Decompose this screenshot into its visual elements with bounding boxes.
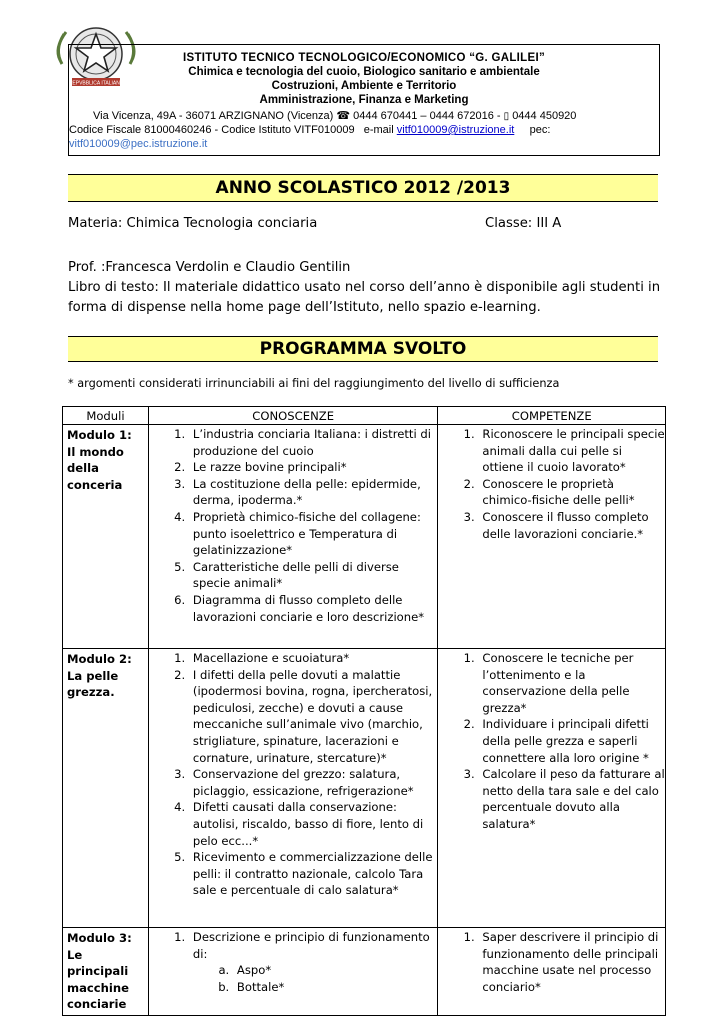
- list-item: 2. Individuare i principali difetti della pelle grezza e saperli connettere alla loro origine *: [478, 716, 665, 766]
- conoscenze-cell: [148, 928, 437, 1016]
- list-item: 5. Ricevimento e commercializzazione delle pelli: il contratto nazionale, calcolo Tara sale e percentuale di calo salatura*: [189, 849, 437, 899]
- list-item: 3. La costituzione della pelle: epidermide, derma, ipoderma.*: [189, 476, 437, 509]
- competenze-list: [438, 650, 665, 833]
- codes-line: [69, 123, 550, 137]
- codes: Codice Fiscale 81000460246 - Codice Istituto VITF010009: [69, 124, 355, 136]
- list-item: 3. Calcolare il peso da fatturare al netto della tara sale e del calo percentuale dovuto alla salatura*: [478, 766, 665, 832]
- competenze-cell: [438, 649, 666, 928]
- address: Via Vicenza, 49A - 36071 ARZIGNANO (Vicenza): [93, 110, 334, 122]
- materia: Materia: Chimica Tecnologia conciaria: [68, 216, 318, 231]
- list-item: 2. I difetti della pelle dovuti a malattie (ipodermosi bovina, rogna, ipercheratosi, pediculosi, zecche) e dovuti a cause meccaniche sull’animale vivo (marchio, strigliature, spinature, lacerazioni e cornature, urinature, stercature)*: [189, 667, 437, 767]
- list-item: 3. Conoscere il flusso completo delle lavorazioni conciarie.*: [478, 509, 665, 542]
- module-title: Modulo 1: Il mondo della conceria: [63, 425, 149, 649]
- conoscenze-cell: [148, 649, 437, 928]
- header-line-2: Chimica e tecnologia del cuoio, Biologico sanitario e ambientale: [188, 66, 540, 78]
- email-link[interactable]: vitf010009@istruzione.it: [396, 124, 515, 136]
- competenze-list: [438, 426, 665, 542]
- svg-text:REPVBBLICA ITALIANA: REPVBBLICA ITALIANA: [68, 80, 124, 87]
- classe: Classe: III A: [485, 216, 562, 231]
- list-item: 2. Conoscere le proprietà chimico-fisiche delle pelli*: [478, 476, 665, 509]
- conoscenze-list: [149, 650, 437, 899]
- table-row: [63, 425, 666, 649]
- sufficiency-note: * argomenti considerati irrinunciabili ai fini del raggiungimento del livello di sufficienza: [68, 377, 560, 390]
- telephone-icon: ☎: [336, 110, 351, 122]
- sub-list-item: a. Aspo*: [233, 962, 437, 979]
- header-conoscenze: CONOSCENZE: [148, 407, 437, 425]
- phone-numbers: 0444 670441 – 0444 672016 -: [353, 110, 501, 122]
- list-item: 4. Proprietà chimico-fisiche del collagene: punto isoelettrico e Temperatura di gelatinizzazione*: [189, 509, 437, 559]
- header-moduli: Moduli: [63, 407, 149, 425]
- table-header-row: [63, 407, 666, 425]
- list-item: 1. Macellazione e scuoiatura*: [189, 650, 437, 667]
- professors: Prof. :Francesca Verdolin e Claudio Gentilin: [68, 260, 351, 275]
- competenze-cell: [438, 928, 666, 1016]
- program-table: [62, 406, 666, 1016]
- list-item: 1. Saper descrivere il principio di funzionamento delle principali macchine usate nel processo conciario*: [478, 929, 665, 995]
- program-title: PROGRAMMA SVOLTO: [68, 336, 658, 362]
- list-item: 4. Difetti causati dalla conservazione: autolisi, riscaldo, basso di fiore, lento di pelo ecc...*: [189, 799, 437, 849]
- header-competenze: COMPETENZE: [438, 407, 666, 425]
- conoscenze-cell: [148, 425, 437, 649]
- conoscenze-list: [149, 426, 437, 625]
- module-title: Modulo 3: Le principali macchine conciarie: [63, 928, 149, 1016]
- address-line: [93, 109, 576, 124]
- module-title: Modulo 2: La pelle grezza.: [63, 649, 149, 928]
- list-item: 5. Caratteristiche delle pelli di diverse specie animali*: [189, 559, 437, 592]
- school-header: [68, 44, 660, 156]
- pec-address[interactable]: vitf010009@pec.istruzione.it: [69, 138, 208, 150]
- list-item: [189, 929, 437, 995]
- table-row: [63, 928, 666, 1016]
- header-line-4: Amministrazione, Finanza e Marketing: [259, 94, 469, 106]
- list-item: 3. Conservazione del grezzo: salatura, piclaggio, essicazione, refrigerazione*: [189, 766, 437, 799]
- pec-label: pec:: [529, 124, 551, 136]
- email-label: e-mail: [363, 124, 394, 136]
- header-line-3: Costruzioni, Ambiente e Territorio: [271, 80, 457, 92]
- fax-number: 0444 450920: [512, 110, 577, 122]
- institute-name: ISTITUTO TECNICO TECNOLOGICO/ECONOMICO “G. GALILEI”: [182, 52, 545, 64]
- school-year-title: ANNO SCOLASTICO 2012 /2013: [68, 174, 658, 202]
- list-item-intro: Descrizione e principio di funzionamento di:: [192, 930, 430, 961]
- list-item: 6. Diagramma di flusso completo delle lavorazioni conciarie e loro descrizione*: [189, 592, 437, 625]
- conoscenze-list: [149, 929, 437, 995]
- competenze-list: [438, 929, 665, 995]
- sub-list: [193, 962, 437, 995]
- list-item: 1. Riconoscere le principali specie animali dalla cui pelle si ottiene il cuoio lavorato*: [478, 426, 665, 476]
- competenze-cell: [438, 425, 666, 649]
- fax-icon: ▯: [503, 111, 510, 122]
- table-row: [63, 649, 666, 928]
- textbook-line-2: forma di dispense nella home page dell’Istituto, nello spazio e-learning.: [68, 300, 541, 315]
- sub-list-item: b. Bottale*: [233, 979, 437, 996]
- list-item: 1. L’industria conciaria Italiana: i distretti di produzione del cuoio: [189, 426, 437, 459]
- textbook-line-1: Libro di testo: Il materiale didattico usato nel corso dell’anno è disponibile agli studenti in: [68, 280, 661, 295]
- list-item: 1. Conoscere le tecniche per l’ottenimento e la conservazione della pelle grezza*: [478, 650, 665, 716]
- list-item: 2. Le razze bovine principali*: [189, 459, 437, 476]
